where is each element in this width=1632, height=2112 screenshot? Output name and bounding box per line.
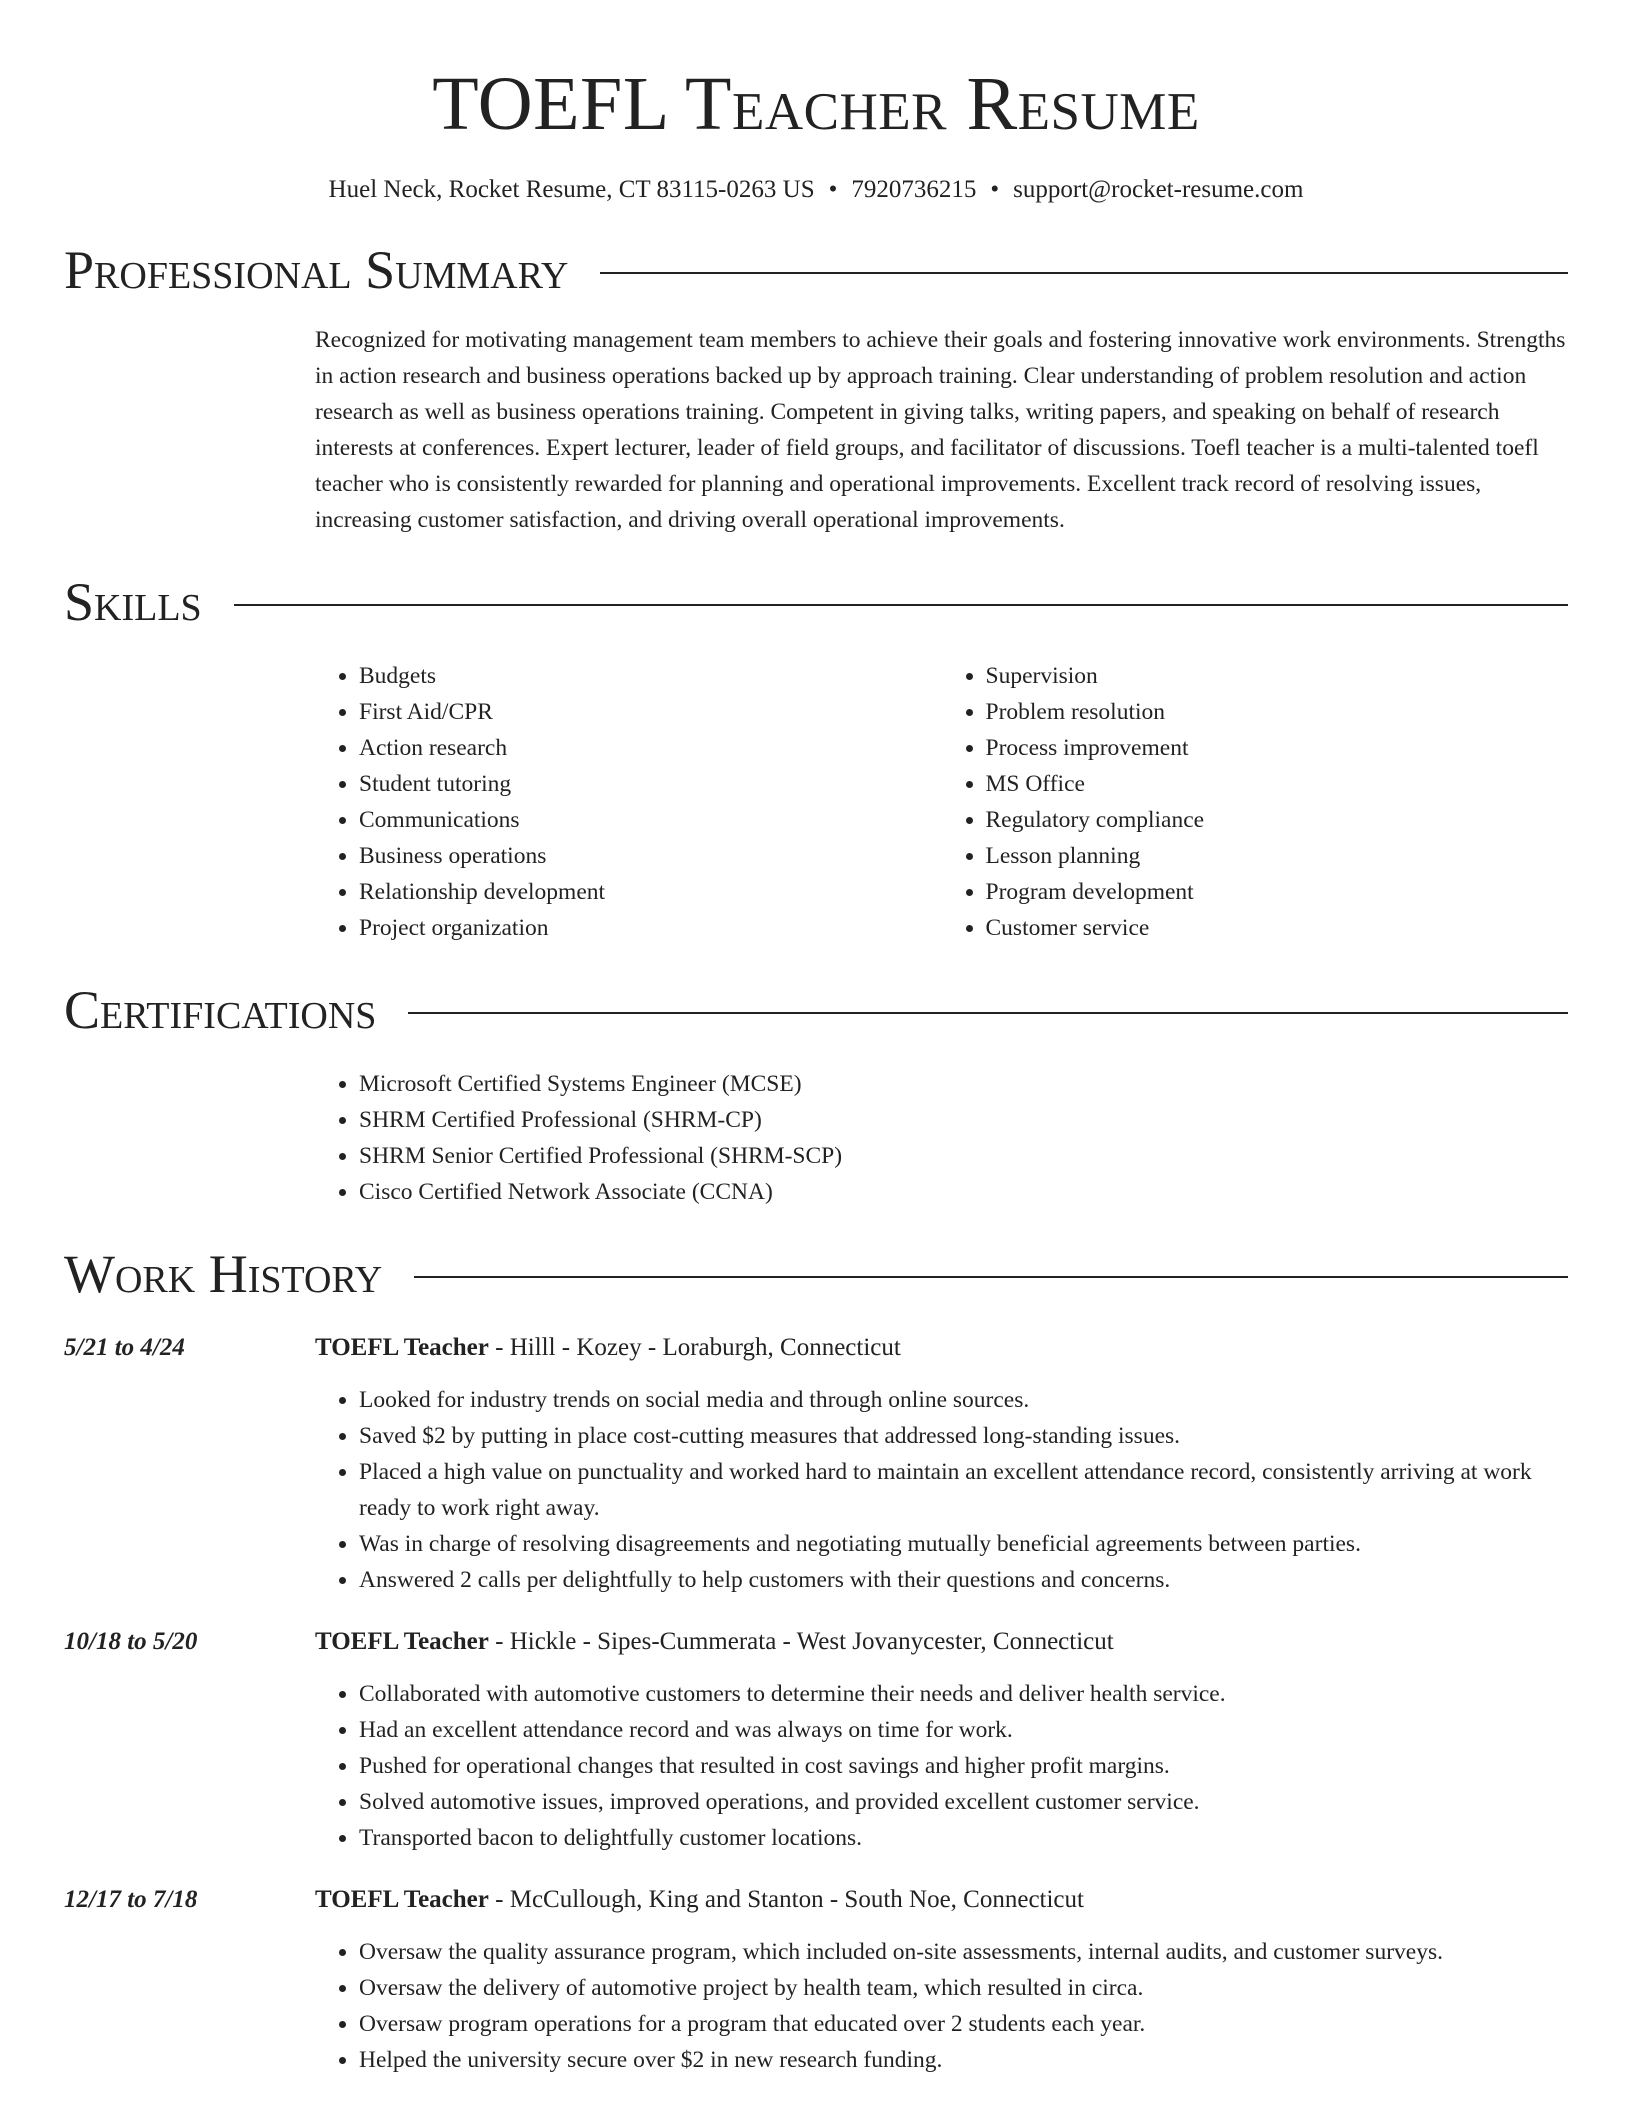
list-item: • Lesson planning — [986, 838, 1569, 874]
job-entry — [64, 1624, 1568, 1856]
list-item: • SHRM Certified Professional (SHRM-CP) — [359, 1102, 1568, 1138]
job-entry — [64, 1330, 1568, 1598]
section-header-summary — [64, 240, 1568, 300]
contact-address: Huel Neck, Rocket Resume, CT 83115-0263 US — [328, 176, 815, 203]
skills-list-right — [942, 658, 1569, 946]
list-item: • Placed a high value on punctuality and worked hard to maintain an excellent attendance record, consistently arriving at work ready to work right away. — [359, 1454, 1568, 1526]
section-divider — [414, 1276, 1568, 1278]
list-item: • MS Office — [986, 766, 1569, 802]
job-employer: - McCullough, King and Stanton - South Noe, Connecticut — [488, 1886, 1084, 1913]
job-title-line — [315, 1624, 1114, 1660]
certifications-block — [315, 1066, 1568, 1210]
job-header — [64, 1882, 1568, 1918]
job-title: TOEFL Teacher — [315, 1886, 489, 1913]
section-divider — [234, 604, 1568, 606]
list-item: • Budgets — [359, 658, 942, 694]
resume-page — [64, 0, 1568, 2078]
job-employer: - Hickle - Sipes-Cummerata - West Jovanycester, Connecticut — [488, 1628, 1114, 1655]
list-item: • Had an excellent attendance record and was always on time for work. — [359, 1712, 1568, 1748]
job-bullets — [315, 1934, 1568, 2078]
list-item: • Was in charge of resolving disagreements and negotiating mutually beneficial agreements between parties. — [359, 1526, 1568, 1562]
contact-line — [64, 174, 1568, 206]
section-title: Professional Summary — [64, 240, 569, 300]
list-item: • Project organization — [359, 910, 942, 946]
list-item: • Relationship development — [359, 874, 942, 910]
job-dates: 12/17 to 7/18 — [64, 1886, 198, 1913]
list-item: • SHRM Senior Certified Professional (SHRM-SCP) — [359, 1138, 1568, 1174]
list-item: • Regulatory compliance — [986, 802, 1569, 838]
resume-title: TOEFL Teacher Resume — [432, 62, 1200, 146]
list-item: • Action research — [359, 730, 942, 766]
section-title: Work History — [64, 1244, 383, 1304]
list-item: • Transported bacon to delightfully customer locations. — [359, 1820, 1568, 1856]
list-item: • Student tutoring — [359, 766, 942, 802]
contact-email: support@rocket-resume.com — [1013, 176, 1304, 203]
list-item: • Oversaw the delivery of automotive project by health team, which resulted in circa. — [359, 1970, 1568, 2006]
job-entry — [64, 1882, 1568, 2078]
section-header-work-history — [64, 1244, 1568, 1304]
list-item: • Customer service — [986, 910, 1569, 946]
list-item: • Answered 2 calls per delightfully to help customers with their questions and concerns. — [359, 1562, 1568, 1598]
list-item: • Supervision — [986, 658, 1569, 694]
job-title-line — [315, 1330, 901, 1366]
certifications-list — [315, 1066, 1568, 1210]
job-employer: - Hilll - Kozey - Loraburgh, Connecticut — [488, 1334, 901, 1361]
list-item: • Saved $2 by putting in place cost-cutting measures that addressed long-standing issues. — [359, 1418, 1568, 1454]
job-title: TOEFL Teacher — [315, 1334, 489, 1361]
job-title: TOEFL Teacher — [315, 1628, 489, 1655]
job-header — [64, 1624, 1568, 1660]
list-item: • Problem resolution — [986, 694, 1569, 730]
list-item: • Helped the university secure over $2 in new research funding. — [359, 2042, 1568, 2078]
job-header — [64, 1330, 1568, 1366]
job-bullets — [315, 1382, 1568, 1598]
list-item: • Process improvement — [986, 730, 1569, 766]
section-header-skills — [64, 572, 1568, 632]
contact-separator: • — [990, 176, 1000, 203]
list-item: • Communications — [359, 802, 942, 838]
section-header-certifications — [64, 980, 1568, 1040]
list-item: • Solved automotive issues, improved operations, and provided excellent customer service. — [359, 1784, 1568, 1820]
skills-list-left — [315, 658, 942, 946]
list-item: • Oversaw program operations for a program that educated over 2 students each year. — [359, 2006, 1568, 2042]
section-title: Skills — [64, 572, 202, 632]
list-item: • Program development — [986, 874, 1569, 910]
list-item: • Oversaw the quality assurance program, which included on-site assessments, internal audits, and customer surveys. — [359, 1934, 1568, 1970]
job-bullets — [315, 1676, 1568, 1856]
list-item: • Business operations — [359, 838, 942, 874]
job-title-line — [315, 1882, 1084, 1918]
list-item: • Pushed for operational changes that resulted in cost savings and higher profit margins. — [359, 1748, 1568, 1784]
contact-phone: 7920736215 — [851, 176, 977, 203]
list-item: • First Aid/CPR — [359, 694, 942, 730]
section-divider — [408, 1012, 1568, 1014]
job-dates: 10/18 to 5/20 — [64, 1628, 198, 1655]
list-item: • Cisco Certified Network Associate (CCNA) — [359, 1174, 1568, 1210]
job-dates: 5/21 to 4/24 — [64, 1334, 185, 1361]
list-item: • Collaborated with automotive customers to determine their needs and deliver health service. — [359, 1676, 1568, 1712]
section-title: Certifications — [64, 980, 377, 1040]
summary-text: Recognized for motivating management team members to achieve their goals and fostering innovative work environments. Strengths in action research and business operations backed up by approach training. Clear understanding of problem resolution and action research as well as business operations training. Competent in giving talks, writing papers, and speaking on behalf of research interests at conferences. Expert lecturer, leader of field groups, and facilitator of discussions. Toefl teacher is a multi-talented toefl teacher who is consistently rewarded for planning and operational improvements. Excellent track record of resolving issues, increasing customer satisfaction, and driving overall operational improvements. — [315, 327, 1566, 533]
section-divider — [600, 272, 1568, 274]
skills-columns — [315, 658, 1568, 946]
list-item: • Microsoft Certified Systems Engineer (MCSE) — [359, 1066, 1568, 1102]
list-item: • Looked for industry trends on social media and through online sources. — [359, 1382, 1568, 1418]
contact-separator: • — [828, 176, 838, 203]
